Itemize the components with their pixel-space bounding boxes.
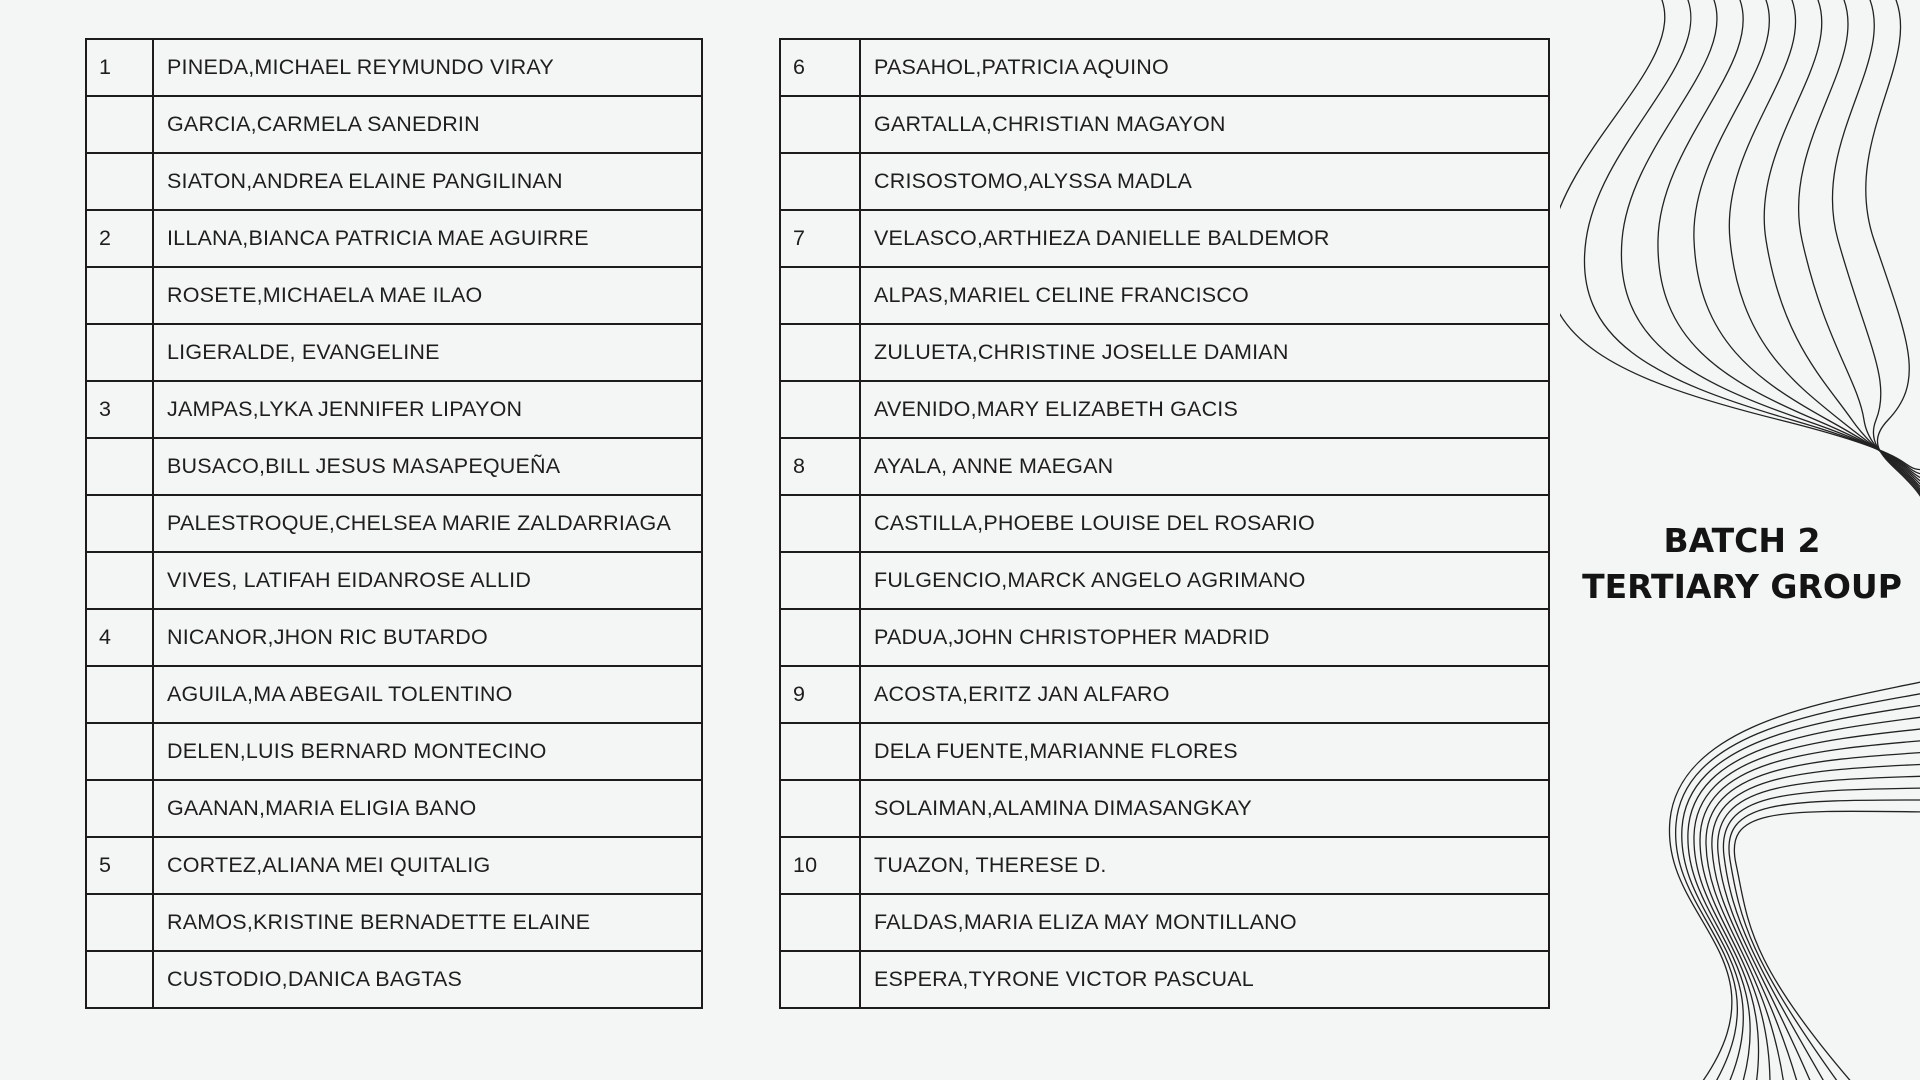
member-name-cell: SIATON,ANDREA ELAINE PANGILINAN bbox=[153, 153, 702, 210]
wave-line bbox=[1734, 811, 1920, 1080]
group-number-cell: 9 bbox=[780, 666, 860, 723]
table-row bbox=[86, 837, 702, 894]
table-row bbox=[86, 324, 702, 381]
member-name-cell: PINEDA,MICHAEL REYMUNDO VIRAY bbox=[153, 39, 702, 96]
group-number-cell bbox=[86, 495, 153, 552]
table-row bbox=[86, 267, 702, 324]
group-number-cell: 10 bbox=[780, 837, 860, 894]
group-number-cell bbox=[86, 951, 153, 1008]
wave-line bbox=[1866, 0, 1920, 520]
member-name-cell: AVENIDO,MARY ELIZABETH GACIS bbox=[860, 381, 1549, 438]
member-name-cell: GARTALLA,CHRISTIAN MAGAYON bbox=[860, 96, 1549, 153]
table-row bbox=[86, 381, 702, 438]
member-name-cell: CORTEZ,ALIANA MEI QUITALIG bbox=[153, 837, 702, 894]
group-number-cell: 5 bbox=[86, 837, 153, 894]
table-row bbox=[780, 153, 1549, 210]
group-number-cell bbox=[780, 894, 860, 951]
member-name-cell: CUSTODIO,DANICA BAGTAS bbox=[153, 951, 702, 1008]
member-name-cell: FALDAS,MARIA ELIZA MAY MONTILLANO bbox=[860, 894, 1549, 951]
table-row bbox=[780, 609, 1549, 666]
table-row bbox=[780, 324, 1549, 381]
member-name-cell: DELEN,LUIS BERNARD MONTECINO bbox=[153, 723, 702, 780]
member-name-cell: DELA FUENTE,MARIANNE FLORES bbox=[860, 723, 1549, 780]
group-number-cell bbox=[780, 723, 860, 780]
wave-line bbox=[1700, 740, 1920, 1080]
batch-title-line1: BATCH 2 bbox=[1663, 521, 1821, 560]
group-number-cell bbox=[86, 780, 153, 837]
group-number-cell bbox=[86, 96, 153, 153]
group-number-cell bbox=[86, 438, 153, 495]
wave-line bbox=[1729, 0, 1920, 500]
table-row bbox=[86, 495, 702, 552]
batch-title bbox=[1572, 518, 1912, 610]
member-name-cell: FULGENCIO,MARCK ANGELO AGRIMANO bbox=[860, 552, 1549, 609]
group-number-cell bbox=[780, 96, 860, 153]
member-name-cell: ZULUETA,CHRISTINE JOSELLE DAMIAN bbox=[860, 324, 1549, 381]
table-row bbox=[86, 153, 702, 210]
wave-line bbox=[1669, 680, 1920, 1080]
member-name-cell: ACOSTA,ERITZ JAN ALFARO bbox=[860, 666, 1549, 723]
table-row bbox=[86, 552, 702, 609]
group-number-cell: 7 bbox=[780, 210, 860, 267]
table-row bbox=[780, 666, 1549, 723]
member-name-cell: ROSETE,MICHAELA MAE ILAO bbox=[153, 267, 702, 324]
group-number-cell: 8 bbox=[780, 438, 860, 495]
table-row bbox=[780, 780, 1549, 837]
table-row bbox=[780, 438, 1549, 495]
wave-lines-decoration-top bbox=[1560, 0, 1920, 520]
member-name-cell: PALESTROQUE,CHELSEA MARIE ZALDARRIAGA bbox=[153, 495, 702, 552]
wave-line bbox=[1723, 788, 1920, 1080]
member-name-cell: CRISOSTOMO,ALYSSA MADLA bbox=[860, 153, 1549, 210]
table-row bbox=[780, 837, 1549, 894]
member-name-cell: CASTILLA,PHOEBE LOUISE DEL ROSARIO bbox=[860, 495, 1549, 552]
table-row bbox=[780, 96, 1549, 153]
member-name-cell: AYALA, ANNE MAEGAN bbox=[860, 438, 1549, 495]
group-number-cell bbox=[780, 552, 860, 609]
table-row bbox=[780, 495, 1549, 552]
group-number-cell: 1 bbox=[86, 39, 153, 96]
group-number-cell bbox=[86, 666, 153, 723]
wave-line bbox=[1718, 776, 1920, 1080]
group-number-cell bbox=[780, 609, 860, 666]
wave-line bbox=[1682, 704, 1920, 1080]
member-name-cell: VELASCO,ARTHIEZA DANIELLE BALDEMOR bbox=[860, 210, 1549, 267]
group-number-cell bbox=[780, 381, 860, 438]
table-row bbox=[86, 780, 702, 837]
group-number-cell: 3 bbox=[86, 381, 153, 438]
member-name-cell: AGUILA,MA ABEGAIL TOLENTINO bbox=[153, 666, 702, 723]
roster-table-left bbox=[85, 38, 703, 1009]
member-name-cell: ESPERA,TYRONE VICTOR PASCUAL bbox=[860, 951, 1549, 1008]
member-name-cell: GAANAN,MARIA ELIGIA BANO bbox=[153, 780, 702, 837]
group-number-cell bbox=[780, 951, 860, 1008]
member-name-cell: PASAHOL,PATRICIA AQUINO bbox=[860, 39, 1549, 96]
table-row bbox=[780, 723, 1549, 780]
wave-line bbox=[1688, 716, 1920, 1080]
group-number-cell bbox=[780, 153, 860, 210]
group-number-cell bbox=[86, 723, 153, 780]
wave-line bbox=[1799, 0, 1920, 512]
member-name-cell: GARCIA,CARMELA SANEDRIN bbox=[153, 96, 702, 153]
member-name-cell: VIVES, LATIFAH EIDANROSE ALLID bbox=[153, 552, 702, 609]
group-number-cell bbox=[780, 780, 860, 837]
wave-line bbox=[1706, 752, 1920, 1080]
group-number-cell: 6 bbox=[780, 39, 860, 96]
wave-line bbox=[1694, 728, 1920, 1080]
table-row bbox=[86, 609, 702, 666]
wave-line bbox=[1560, 0, 1920, 470]
table-row bbox=[86, 96, 702, 153]
wave-line bbox=[1621, 0, 1920, 482]
table-row bbox=[780, 951, 1549, 1008]
roster-table-right bbox=[779, 38, 1550, 1009]
wave-line bbox=[1712, 764, 1920, 1080]
group-number-cell: 4 bbox=[86, 609, 153, 666]
table-row bbox=[780, 39, 1549, 96]
table-row bbox=[86, 39, 702, 96]
member-name-cell: NICANOR,JHON RIC BUTARDO bbox=[153, 609, 702, 666]
group-number-cell: 2 bbox=[86, 210, 153, 267]
wave-line bbox=[1694, 0, 1920, 494]
table-row bbox=[86, 894, 702, 951]
batch-title-line2: TERTIARY GROUP bbox=[1582, 567, 1902, 606]
member-name-cell: TUAZON, THERESE D. bbox=[860, 837, 1549, 894]
group-number-cell bbox=[86, 894, 153, 951]
group-number-cell bbox=[780, 324, 860, 381]
table-row bbox=[780, 210, 1549, 267]
member-name-cell: ALPAS,MARIEL CELINE FRANCISCO bbox=[860, 267, 1549, 324]
wave-lines-decoration-bottom bbox=[1640, 660, 1920, 1080]
wave-line bbox=[1832, 0, 1920, 518]
group-number-cell bbox=[780, 267, 860, 324]
roster-table-left-body bbox=[86, 39, 702, 1008]
group-number-cell bbox=[86, 324, 153, 381]
wave-line bbox=[1729, 800, 1920, 1080]
table-row bbox=[780, 381, 1549, 438]
member-name-cell: SOLAIMAN,ALAMINA DIMASANGKAY bbox=[860, 780, 1549, 837]
table-row bbox=[780, 267, 1549, 324]
wave-line bbox=[1658, 0, 1920, 488]
table-row bbox=[780, 894, 1549, 951]
wave-line bbox=[1764, 0, 1920, 506]
member-name-cell: ILLANA,BIANCA PATRICIA MAE AGUIRRE bbox=[153, 210, 702, 267]
group-number-cell bbox=[86, 267, 153, 324]
member-name-cell: BUSACO,BILL JESUS MASAPEQUEÑA bbox=[153, 438, 702, 495]
member-name-cell: RAMOS,KRISTINE BERNADETTE ELAINE bbox=[153, 894, 702, 951]
table-row bbox=[86, 210, 702, 267]
table-row bbox=[86, 723, 702, 780]
table-row bbox=[780, 552, 1549, 609]
member-name-cell: PADUA,JOHN CHRISTOPHER MADRID bbox=[860, 609, 1549, 666]
wave-line bbox=[1584, 0, 1920, 476]
group-number-cell bbox=[86, 552, 153, 609]
member-name-cell: LIGERALDE, EVANGELINE bbox=[153, 324, 702, 381]
wave-line bbox=[1676, 692, 1920, 1080]
group-number-cell bbox=[780, 495, 860, 552]
table-row bbox=[86, 951, 702, 1008]
table-row bbox=[86, 666, 702, 723]
roster-table-right-body bbox=[780, 39, 1549, 1008]
member-name-cell: JAMPAS,LYKA JENNIFER LIPAYON bbox=[153, 381, 702, 438]
group-number-cell bbox=[86, 153, 153, 210]
table-row bbox=[86, 438, 702, 495]
